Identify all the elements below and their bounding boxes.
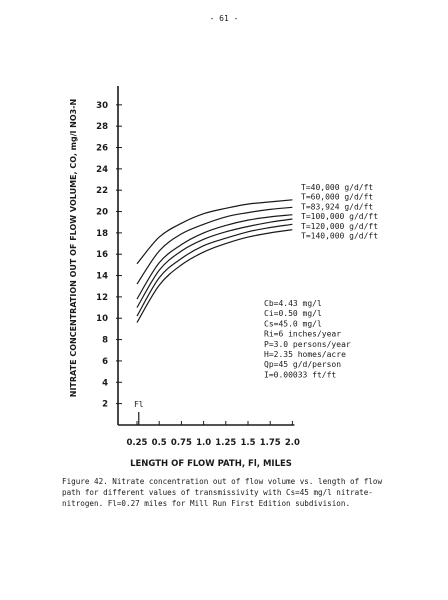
- y-tick-label: 8: [102, 335, 108, 346]
- y-tick-label: 12: [96, 292, 108, 303]
- x-tick-label: 0.75: [170, 438, 192, 448]
- y-tick-label: 28: [96, 122, 108, 133]
- x-tick-label: 1.25: [215, 438, 237, 448]
- series-label: T=83,924 g/d/ft: [301, 202, 374, 212]
- series-label: T=140,000 g/d/ft: [301, 231, 379, 241]
- y-tick-label: 2: [102, 399, 108, 410]
- parameter-annotation: I=0.00033 ft/ft: [264, 370, 337, 380]
- x-tick-label: 1.0: [196, 438, 212, 448]
- parameter-annotation: Cs=45.0 mg/l: [264, 319, 322, 329]
- y-tick-label: 20: [96, 207, 108, 218]
- series-line: [137, 219, 292, 308]
- x-tick-label: 1.75: [259, 438, 281, 448]
- y-tick-label: 26: [96, 143, 108, 154]
- figure-caption: Figure 42. Nitrate concentration out of flow volume vs. length of flow path for different values of transmissivity with Cs=45 mg/l nitrate- nitrogen. Fl=0.27 miles for Mill Run First Edition subdivision.: [62, 477, 383, 508]
- series-label: T=100,000 g/d/ft: [301, 212, 379, 222]
- series-label: T=40,000 g/d/ft: [301, 183, 374, 192]
- x-tick-label: 1.5: [240, 438, 256, 448]
- x-tick-label: 0.25: [126, 438, 148, 448]
- series-line: [137, 207, 292, 284]
- y-tick-label: 10: [96, 314, 108, 325]
- x-tick-label: 0.5: [151, 438, 167, 448]
- series-label: T=120,000 g/d/ft: [301, 221, 379, 231]
- y-tick-label: 24: [96, 164, 108, 175]
- parameter-annotation: Cb=4.43 mg/l: [264, 299, 322, 308]
- y-tick-label: 4: [102, 378, 108, 389]
- parameter-annotation: Qp=45 g/d/person: [264, 360, 342, 370]
- y-tick-label: 18: [96, 228, 108, 239]
- x-tick-label: 2.0: [284, 438, 300, 448]
- parameter-annotation: P=3.0 persons/year: [264, 339, 351, 349]
- parameter-annotation: Ri=6 inches/year: [264, 329, 342, 339]
- parameter-annotation: H=2.35 homes/acre: [264, 350, 346, 359]
- fl-marker-label: Fl: [133, 400, 144, 409]
- y-tick-label: 22: [96, 186, 108, 197]
- y-tick-label: 30: [96, 100, 108, 111]
- y-tick-label: 6: [102, 356, 108, 367]
- series-label: T=60,000 g/d/ft: [301, 192, 374, 202]
- x-axis-label: LENGTH OF FLOW PATH, Fl, MILES: [130, 459, 292, 469]
- y-tick-label: 16: [96, 250, 108, 261]
- parameter-annotation: Ci=0.50 mg/l: [264, 309, 322, 319]
- page-number: - 61 -: [209, 14, 239, 23]
- y-axis-label: NITRATE CONCENTRATION OUT OF FLOW VOLUME, CO, mg/l NO3-N: [69, 98, 78, 398]
- y-tick-label: 14: [96, 271, 108, 282]
